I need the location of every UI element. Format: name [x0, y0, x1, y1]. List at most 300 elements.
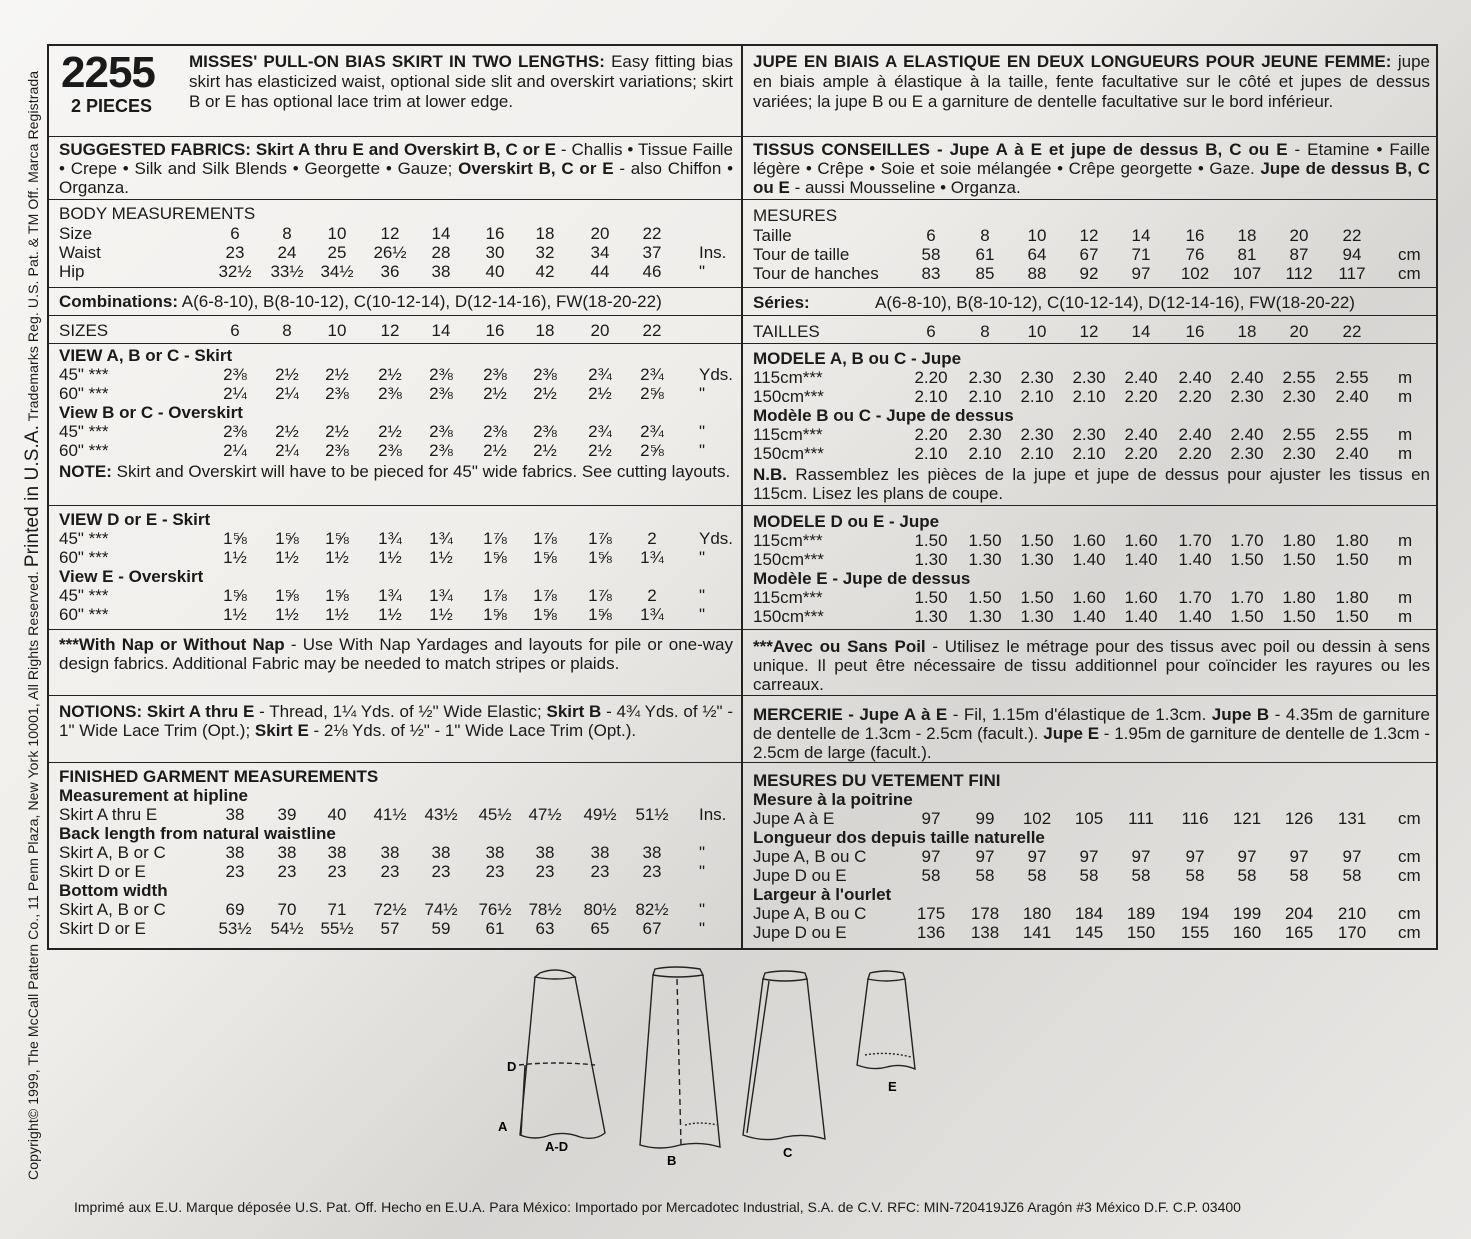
row-unit: "	[699, 548, 706, 567]
label-c: C	[783, 1145, 793, 1160]
row-value: 2.30	[1072, 368, 1106, 387]
row-unit: cm	[1398, 847, 1421, 866]
fr-view-e-label: Modèle E - Jupe de dessus	[753, 569, 971, 588]
row-value: 1.70	[1230, 588, 1264, 607]
fr-waist-row	[753, 245, 1432, 264]
fr-bottom-de-row	[753, 923, 1432, 942]
en-finished-header: FINISHED GARMENT MEASUREMENTS	[59, 767, 379, 786]
row-value: 20	[1289, 226, 1309, 245]
row-value: 2	[647, 529, 657, 548]
row-value: 1.30	[914, 607, 948, 626]
fr-hipline-row	[753, 809, 1432, 828]
row-unit: m	[1398, 588, 1413, 607]
row-value: 2.40	[1335, 444, 1369, 463]
en-notions-section	[49, 696, 741, 763]
row-value: 1¾	[429, 529, 453, 548]
fr-back-label: Longueur dos depuis taille naturelle	[753, 828, 1045, 847]
row-value: 38	[225, 805, 245, 824]
row-unit: m	[1398, 607, 1413, 626]
row-value: 14	[431, 321, 451, 340]
label-b: B	[667, 1153, 677, 1168]
row-value: 1⅝	[275, 529, 299, 548]
english-column	[49, 46, 743, 948]
row-value: 210	[1337, 904, 1367, 923]
en-back-label: Back length from natural waistline	[59, 824, 336, 843]
row-value: 2⅜	[533, 422, 557, 441]
row-unit: Yds.	[699, 365, 734, 384]
row-label: Skirt D or E	[59, 862, 146, 881]
row-value: 1½	[223, 605, 247, 624]
en-note: NOTE: Skirt and Overskirt will have to be pieced for 45" wide fabrics. See cutting layouts.	[59, 462, 731, 481]
row-label: 150cm***	[753, 444, 824, 463]
row-value: 38	[431, 262, 451, 281]
row-value: 76	[1185, 245, 1205, 264]
skirt-e-drawing	[857, 971, 915, 1069]
row-value: 2.30	[1020, 425, 1054, 444]
row-value: 2.40	[1178, 425, 1212, 444]
en-hipline-row	[59, 805, 735, 824]
row-label: 45" ***	[59, 422, 109, 441]
row-value: 165	[1284, 923, 1314, 942]
fr-nap-text: ***Avec ou Sans Poil - Utilisez le métrage pour des tissus avec poil ou dessin à sens unique. Il peut être nécessaire de tissu additionnel pour coïncider les rayures ou les carreaux.	[753, 637, 1430, 694]
row-value: 97	[921, 809, 941, 828]
row-value: 1.40	[1124, 607, 1158, 626]
fr-abc150-row	[753, 387, 1432, 406]
row-value: 145	[1074, 923, 1104, 942]
row-label: TAILLES	[753, 322, 820, 341]
row-value: 53½	[218, 919, 252, 938]
row-label: 60" ***	[59, 384, 109, 403]
skirt-c-drawing	[743, 971, 825, 1140]
row-value: 6	[926, 226, 936, 245]
footer-imprint: Imprimé aux E.U. Marque déposée U.S. Pat. Off. Hecho en E.U.A. Para México: Importado por Mercadotec Industrial, S.A. de C.V. RFC: MIN-720419JZ6 Aragón #3 México D.F. C.P. 03400	[74, 1199, 1241, 1215]
row-value: 150	[1126, 923, 1156, 942]
row-value: 155	[1180, 923, 1210, 942]
row-value: 2½	[378, 365, 402, 384]
row-label: 45" ***	[59, 529, 109, 548]
row-value: 18	[1237, 226, 1257, 245]
row-unit: m	[1398, 531, 1413, 550]
row-value: 20	[590, 321, 610, 340]
row-value: 180	[1022, 904, 1052, 923]
en-bottom-label: Bottom width	[59, 881, 168, 900]
fr-yardage-abc	[743, 344, 1438, 506]
row-value: 58	[975, 866, 995, 885]
row-value: 2½	[325, 365, 349, 384]
row-value: 38	[327, 843, 347, 862]
row-label: Taille	[753, 226, 792, 245]
row-value: 1½	[223, 548, 247, 567]
row-value: 23	[535, 862, 555, 881]
row-value: 2.30	[1020, 368, 1054, 387]
fr-fabrics-text: TISSUS CONSEILLES - Jupe A à E et jupe de dessus B, C ou E - Etamine • Faille légère • Crêpe • Soie et soie mélangée • Crêpe georgette • Gaze. Jupe de dessus B, C ou E - aussi Mousseline • Organza.	[753, 140, 1431, 197]
row-label: 115cm***	[753, 425, 823, 444]
row-value: 44	[590, 262, 610, 281]
label-d: D	[507, 1059, 517, 1074]
row-value: 2½	[483, 441, 507, 460]
row-value: 69	[225, 900, 245, 919]
row-value: 65	[590, 919, 610, 938]
row-value: 2⅜	[533, 365, 557, 384]
en-notions-text: NOTIONS: Skirt A thru E - Thread, 1¼ Yds. of ½" Wide Elastic; Skirt B - 4¾ Yds. of ½" - 1" Wide Lace Trim (Opt.); Skirt E - 2⅛ Yds. of ½" - 1" Wide Lace Trim (Opt.).	[59, 702, 733, 740]
en-body-header: BODY MEASUREMENTS	[59, 204, 256, 223]
row-unit: Yds.	[699, 529, 734, 548]
row-value: 8	[980, 226, 990, 245]
row-value: 2⅜	[483, 365, 507, 384]
row-value: 1¾	[378, 586, 402, 605]
row-label: Jupe A à E	[753, 809, 835, 828]
row-value: 32	[535, 243, 555, 262]
skirt-line-drawings	[495, 965, 935, 1175]
en-body-measurements	[49, 200, 741, 288]
row-value: 1.50	[1282, 550, 1316, 569]
row-label: 45" ***	[59, 586, 109, 605]
row-value: 2.10	[1020, 444, 1054, 463]
row-value: 199	[1232, 904, 1262, 923]
row-value: 111	[1128, 809, 1154, 828]
row-value: 2.10	[914, 387, 948, 406]
row-value: 141	[1022, 923, 1052, 942]
row-value: 117	[1338, 264, 1366, 283]
row-value: 58	[1237, 866, 1257, 885]
row-value: 22	[642, 321, 662, 340]
en-view-bc-label: View B or C - Overskirt	[59, 403, 243, 422]
row-label: Jupe A, B ou C	[753, 904, 867, 923]
fr-combinations	[743, 288, 1438, 316]
row-value: 116	[1181, 809, 1209, 828]
row-value: 14	[1131, 226, 1151, 245]
row-value: 2.55	[1282, 368, 1316, 387]
row-value: 23	[485, 862, 505, 881]
fr-finished-measurements	[743, 763, 1438, 950]
en-de45-row	[59, 529, 735, 548]
row-value: 2⅜	[378, 384, 402, 403]
row-value: 2¼	[223, 384, 247, 403]
row-value: 1.50	[968, 531, 1002, 550]
row-value: 80½	[583, 900, 617, 919]
row-unit: cm	[1398, 866, 1421, 885]
row-value: 2½	[533, 384, 557, 403]
row-value: 25	[327, 243, 347, 262]
row-value: 23	[590, 862, 610, 881]
en-size-row	[59, 224, 735, 243]
row-value: 10	[1027, 322, 1047, 341]
row-value: 45½	[478, 805, 512, 824]
row-unit: "	[699, 605, 706, 624]
row-value: 2	[647, 586, 657, 605]
row-value: 88	[1027, 264, 1047, 283]
en-waist-row	[59, 243, 735, 262]
row-value: 57	[380, 919, 400, 938]
row-label: 60" ***	[59, 548, 109, 567]
row-value: 40	[327, 805, 347, 824]
row-value: 160	[1232, 923, 1262, 942]
row-value: 2½	[275, 422, 299, 441]
row-value: 2⅜	[429, 441, 453, 460]
en-hip-row	[59, 262, 735, 281]
row-value: 1¾	[640, 605, 664, 624]
row-value: 2¾	[588, 422, 612, 441]
en-bc45-row	[59, 422, 735, 441]
row-label: Hip	[59, 262, 85, 281]
row-unit: "	[699, 441, 706, 460]
en-nap-text: ***With Nap or Without Nap - Use With Nap Yardages and layouts for pile or one-way design fabrics. Additional Fabric may be needed to match stripes or plaids.	[59, 635, 734, 673]
row-label: 60" ***	[59, 605, 109, 624]
row-value: 6	[230, 321, 240, 340]
en-de60-row	[59, 548, 735, 567]
row-value: 82½	[635, 900, 669, 919]
en-nap-section	[49, 630, 741, 696]
row-value: 2½	[325, 422, 349, 441]
fr-nap-section	[743, 630, 1438, 696]
row-value: 1.70	[1230, 531, 1264, 550]
row-unit: cm	[1398, 245, 1421, 264]
row-value: 83	[921, 264, 941, 283]
row-unit: m	[1398, 425, 1413, 444]
row-value: 22	[642, 224, 662, 243]
row-value: 2.10	[1072, 387, 1106, 406]
en-view-de-label: VIEW D or E - Skirt	[59, 510, 211, 529]
row-unit: m	[1398, 387, 1413, 406]
row-value: 92	[1079, 264, 1099, 283]
skirt-a-d-drawing	[519, 970, 605, 1138]
row-value: 23	[642, 862, 662, 881]
row-value: 1½	[429, 548, 453, 567]
row-value: 67	[642, 919, 662, 938]
row-value: 38	[642, 843, 662, 862]
row-unit: m	[1398, 550, 1413, 569]
row-value: 49½	[583, 805, 617, 824]
row-value: 194	[1180, 904, 1210, 923]
row-value: 112	[1285, 264, 1313, 283]
fr-bc115-row	[753, 425, 1432, 444]
row-value: 2.20	[1124, 444, 1158, 463]
row-value: 1¾	[640, 548, 664, 567]
row-value: 2.40	[1230, 368, 1264, 387]
en-fabrics-section	[49, 137, 741, 200]
row-value: 1.60	[1072, 588, 1106, 607]
row-value: 1.40	[1072, 550, 1106, 569]
row-value: 204	[1284, 904, 1314, 923]
row-value: 1⅝	[223, 586, 247, 605]
row-unit: "	[699, 384, 706, 403]
row-value: 2½	[588, 441, 612, 460]
row-label: 60" ***	[59, 441, 109, 460]
row-value: 37	[642, 243, 662, 262]
row-value: 6	[926, 322, 936, 341]
fr-view-de-label: MODELE D ou E - Jupe	[753, 512, 940, 531]
row-value: 2½	[378, 422, 402, 441]
en-bottom-abc-row	[59, 900, 735, 919]
fr-body-header: MESURES	[753, 206, 838, 225]
row-value: 16	[485, 224, 505, 243]
row-value: 2.10	[968, 387, 1002, 406]
row-value: 76½	[478, 900, 512, 919]
row-value: 46	[642, 262, 662, 281]
fr-description: JUPE EN BIAIS A ELASTIQUE EN DEUX LONGUEURS POUR JEUNE FEMME: jupe en biais ample à élastique à la taille, fente facultative sur le côté et jupes de dessus variées; la jupe B ou E a garniture de dentelle facultative sur le bord inférieur.	[753, 52, 1430, 111]
row-value: 23	[225, 862, 245, 881]
row-unit: "	[699, 919, 706, 938]
row-value: 2½	[275, 365, 299, 384]
row-value: 1.40	[1178, 607, 1212, 626]
row-value: 2⅜	[483, 422, 507, 441]
en-title-section	[49, 46, 741, 137]
row-value: 2⅜	[223, 422, 247, 441]
row-value: 38	[590, 843, 610, 862]
row-value: 1⅝	[533, 548, 557, 567]
row-value: 1.30	[1020, 550, 1054, 569]
side-copyright-text: Copyright© 1999, The McCall Pattern Co., 11 Penn Plaza, New York 10001, All Rights Reserved. Printed in U.S.A. Trademarks Reg. U.S. Pat. & TM Off. Marca Registrada	[22, 70, 43, 1180]
row-unit: "	[699, 586, 706, 605]
en-e60-row	[59, 605, 735, 624]
row-value: 1.50	[1020, 588, 1054, 607]
row-value: 1⅞	[483, 586, 507, 605]
row-value: 1½	[378, 605, 402, 624]
row-value: 43½	[424, 805, 458, 824]
row-value: 10	[327, 224, 347, 243]
row-value: 16	[485, 321, 505, 340]
row-value: 2.30	[1282, 387, 1316, 406]
row-value: 39	[277, 805, 297, 824]
row-value: 170	[1337, 923, 1367, 942]
row-value: 61	[485, 919, 505, 938]
row-value: 2.40	[1178, 368, 1212, 387]
label-a-d: A-D	[545, 1139, 569, 1154]
row-value: 12	[1079, 322, 1099, 341]
row-label: Waist	[59, 243, 101, 262]
fr-back-abc-row	[753, 847, 1432, 866]
row-value: 10	[327, 321, 347, 340]
en-view-e-label: View E - Overskirt	[59, 567, 204, 586]
en-combinations-text: Combinations: A(6-8-10), B(8-10-12), C(10-12-14), D(12-14-16), FW(18-20-22)	[59, 292, 662, 311]
row-value: 72½	[373, 900, 407, 919]
row-value: 2⅜	[325, 384, 349, 403]
fr-sizes-row	[753, 322, 1432, 341]
row-value: 1⅝	[275, 586, 299, 605]
fr-hipline-label: Mesure à la poitrine	[753, 790, 913, 809]
row-value: 34	[590, 243, 610, 262]
row-value: 1½	[325, 548, 349, 567]
row-unit: cm	[1398, 809, 1421, 828]
fr-abc115-row	[753, 368, 1432, 387]
row-value: 23	[327, 862, 347, 881]
row-value: 97	[1342, 847, 1362, 866]
row-value: 2.40	[1335, 387, 1369, 406]
row-value: 1⅝	[533, 605, 557, 624]
row-value: 2.30	[1230, 387, 1264, 406]
pattern-number: 2255	[61, 48, 155, 97]
row-value: 1⅝	[588, 605, 612, 624]
row-value: 2.55	[1335, 425, 1369, 444]
row-value: 1.40	[1072, 607, 1106, 626]
row-value: 184	[1074, 904, 1104, 923]
row-unit: "	[699, 422, 706, 441]
row-value: 102	[1180, 264, 1210, 283]
row-value: 1.80	[1335, 531, 1369, 550]
row-value: 1.40	[1178, 550, 1212, 569]
row-value: 97	[921, 847, 941, 866]
row-value: 1.50	[1282, 607, 1316, 626]
row-value: 1¾	[378, 529, 402, 548]
row-label: Jupe D ou E	[753, 866, 847, 885]
row-value: 1.60	[1124, 531, 1158, 550]
row-value: 20	[590, 224, 610, 243]
row-value: 2.20	[914, 368, 948, 387]
row-value: 14	[431, 224, 451, 243]
row-label: 45" ***	[59, 365, 109, 384]
row-label: SIZES	[59, 321, 109, 340]
row-value: 1.50	[968, 588, 1002, 607]
row-value: 1½	[378, 548, 402, 567]
row-value: 97	[1131, 264, 1151, 283]
row-value: 1.60	[1072, 531, 1106, 550]
row-value: 1½	[275, 605, 299, 624]
row-value: 2.20	[914, 425, 948, 444]
fr-e150-row	[753, 607, 1432, 626]
row-label: Tour de hanches	[753, 264, 879, 283]
row-unit: m	[1398, 444, 1413, 463]
row-value: 1.40	[1124, 550, 1158, 569]
row-value: 18	[535, 224, 555, 243]
fr-de150-row	[753, 550, 1432, 569]
row-value: 94	[1342, 245, 1362, 264]
row-value: 23	[380, 862, 400, 881]
row-unit: cm	[1398, 923, 1421, 942]
fr-bc150-row	[753, 444, 1432, 463]
fr-body-measurements	[743, 200, 1438, 288]
row-value: 16	[1185, 226, 1205, 245]
row-value: 1⅝	[223, 529, 247, 548]
row-value: 32½	[218, 262, 252, 281]
row-value: 1.80	[1282, 588, 1316, 607]
row-value: 189	[1126, 904, 1156, 923]
fr-combinations-text: Séries:	[753, 293, 810, 312]
row-value: 97	[1237, 847, 1257, 866]
row-value: 2.40	[1230, 425, 1264, 444]
row-value: 40	[485, 262, 505, 281]
fr-fabrics-section	[743, 137, 1438, 200]
row-value: 58	[1289, 866, 1309, 885]
row-value: 59	[431, 919, 451, 938]
row-value: 14	[1131, 322, 1151, 341]
row-value: 1.30	[1020, 607, 1054, 626]
row-label: Jupe A, B ou C	[753, 847, 867, 866]
row-value: 1.30	[914, 550, 948, 569]
row-value: 85	[975, 264, 995, 283]
row-value: 18	[1237, 322, 1257, 341]
row-value: 2.10	[1020, 387, 1054, 406]
row-value: 1⅝	[483, 605, 507, 624]
row-value: 2.20	[1178, 444, 1212, 463]
row-value: 2⅝	[640, 384, 664, 403]
row-value: 138	[970, 923, 1000, 942]
fr-view-bc-label: Modèle B ou C - Jupe de dessus	[753, 406, 1014, 425]
row-value: 1⅞	[483, 529, 507, 548]
en-abc45-row	[59, 365, 735, 384]
row-value: 1.50	[1230, 550, 1264, 569]
row-value: 58	[1131, 866, 1151, 885]
row-value: 71	[327, 900, 347, 919]
row-value: 30	[485, 243, 505, 262]
row-value: 38	[225, 843, 245, 862]
row-value: 175	[916, 904, 946, 923]
row-value: 22	[1342, 322, 1362, 341]
row-value: 1.80	[1282, 531, 1316, 550]
row-label: 115cm***	[753, 531, 823, 550]
row-value: 1½	[275, 548, 299, 567]
row-value: 2⅜	[429, 384, 453, 403]
row-value: 1.70	[1178, 531, 1212, 550]
